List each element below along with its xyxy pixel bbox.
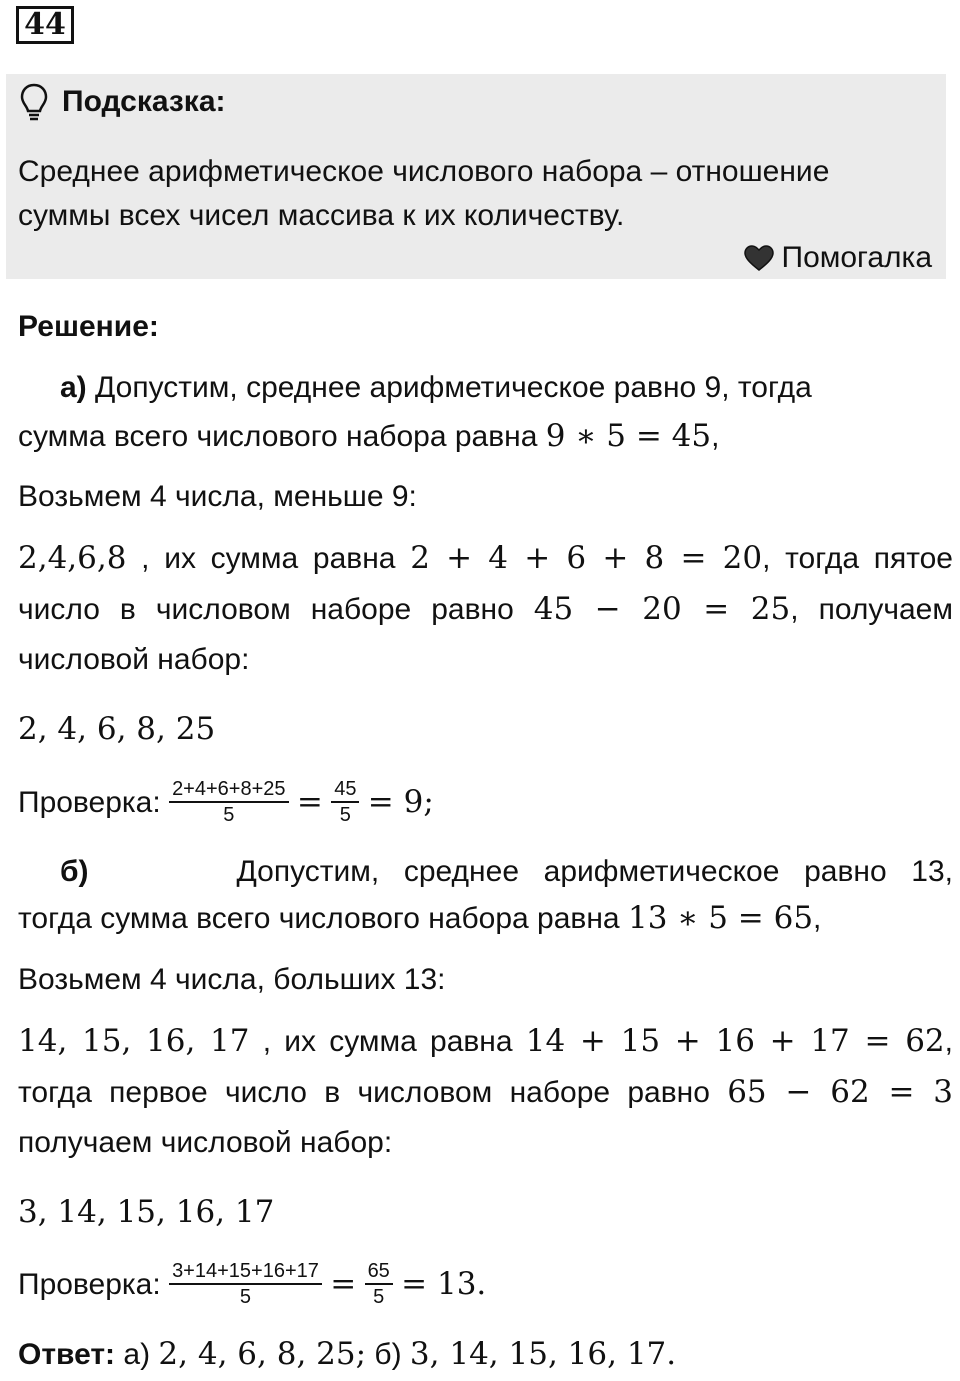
part-b-line-6: получаем числовой набор: xyxy=(18,1126,393,1159)
part-a-set: 2, 4, 6, 8, 25 xyxy=(18,711,216,747)
heart-icon xyxy=(744,245,774,271)
part-a-line-4: 2,4,6,8 , их сумма равна 2 + 4 + 6 + 8 = 20, тогда пятое xyxy=(18,540,953,576)
solution-heading: Решение: xyxy=(18,310,159,343)
part-a-line-5: число в числовом наборе равно 45 − 20 = 25, получаем xyxy=(18,591,953,627)
brand-label: Помогалка xyxy=(744,238,933,278)
part-b-line-2: тогда сумма всего числового набора равна 13 ∗ 5 = 65, xyxy=(18,900,822,936)
part-a-line-1: а) Допустим, среднее арифметическое равно 9, тогда xyxy=(60,371,812,404)
lightbulb-icon xyxy=(18,82,50,124)
part-b-set: 3, 14, 15, 16, 17 xyxy=(18,1194,275,1230)
part-b-line-1: б) Допустим, среднее арифметическое равно 13, xyxy=(60,855,953,888)
hint-text: Среднее арифметическое числового набора – отношение суммы всех чисел массива к их количеству. xyxy=(18,155,830,232)
part-a-line-6: числовой набор: xyxy=(18,643,250,676)
part-b-line-5: тогда первое число в числовом наборе равно 65 − 62 = 3 xyxy=(18,1074,953,1110)
part-a-check: Проверка: $\frac{2+4+6+8+25}{5}$ = $\frac{45}{5}$ = 9; xyxy=(18,778,434,827)
answer-line: Ответ: а) 2, 4, 6, 8, 25; б) 3, 14, 15, 16, 17. xyxy=(18,1336,677,1372)
part-a-line-2: сумма всего числового набора равна 9 ∗ 5 = 45, xyxy=(18,418,720,454)
part-b-line-4: 14, 15, 16, 17 , их сумма равна 14 + 15 + 16 + 17 = 62, xyxy=(18,1023,953,1059)
hint-title: Подсказка: xyxy=(62,85,226,118)
part-b-line-3: Возьмем 4 числа, больших 13: xyxy=(18,963,446,996)
task-number: 44 xyxy=(16,6,74,44)
part-b-check: Проверка: $\frac{3+14+15+16+17}{5}$ = $\frac{65}{5}$ = 13. xyxy=(18,1260,487,1309)
part-a-line-3: Возьмем 4 числа, меньше 9: xyxy=(18,480,417,513)
